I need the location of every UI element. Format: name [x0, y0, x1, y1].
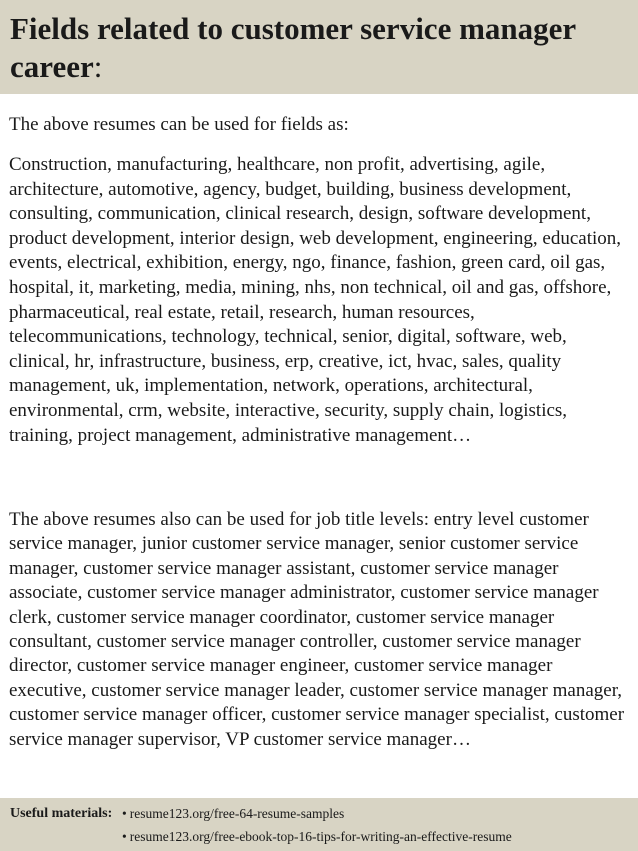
- fields-paragraph: Construction, manufacturing, healthcare, non profit, advertising, agile, architecture, automotive, agency, budget, building, business development, consulting, communication, clinical research, design, software development, product development, interior design, web development, engineering, education, events, electrical, exhibition, energy, ngo, finance, fashion, green card, oil gas, hospital, it, marketing, media, mining, nhs, non technical, oil and gas, offshore, pharmaceutical, real estate, retail, research, human resources, telecommunications, technology, technical, senior, digital, software, web, clinical, hr, infrastructure, business, erp, creative, ict, hvac, sales, quality management, uk, implementation, network, operations, architectural, environmental, crm, website, interactive, security, supply chain, logistics, training, project management, administrative management…: [9, 154, 622, 446]
- page-title-text: Fields related to customer service manager career: [10, 11, 576, 84]
- job-levels-paragraph: The above resumes also can be used for job title levels: entry level customer service manager, junior customer service manager, senior customer service manager, customer service manager assistant, customer service manager associate, customer service manager administrator, customer service manager clerk, customer service manager coordinator, customer service manager consultant, customer service manager controller, customer service manager director, customer service manager engineer, customer service manager executive, customer service manager leader, customer service manager manager, customer service manager officer, customer service manager specialist, customer service manager supervisor, VP customer service manager…: [9, 509, 625, 750]
- intro-text: The above resumes can be used for fields as:: [9, 114, 349, 135]
- resource-link-item: [122, 805, 344, 822]
- page-title-colon: :: [93, 49, 103, 84]
- bullet-icon: •: [122, 829, 127, 844]
- resource-link[interactable]: resume123.org/free-64-resume-samples: [129, 806, 345, 821]
- resource-link-item: [122, 828, 512, 845]
- resource-link[interactable]: resume123.org/free-ebook-top-16-tips-for-writing-an-effective-resume: [129, 829, 512, 844]
- bullet-icon: •: [122, 806, 127, 821]
- header-banner: [0, 0, 638, 94]
- useful-materials-label: Useful materials:: [10, 806, 113, 821]
- useful-materials-footer: [0, 798, 638, 851]
- page-title: [10, 10, 630, 86]
